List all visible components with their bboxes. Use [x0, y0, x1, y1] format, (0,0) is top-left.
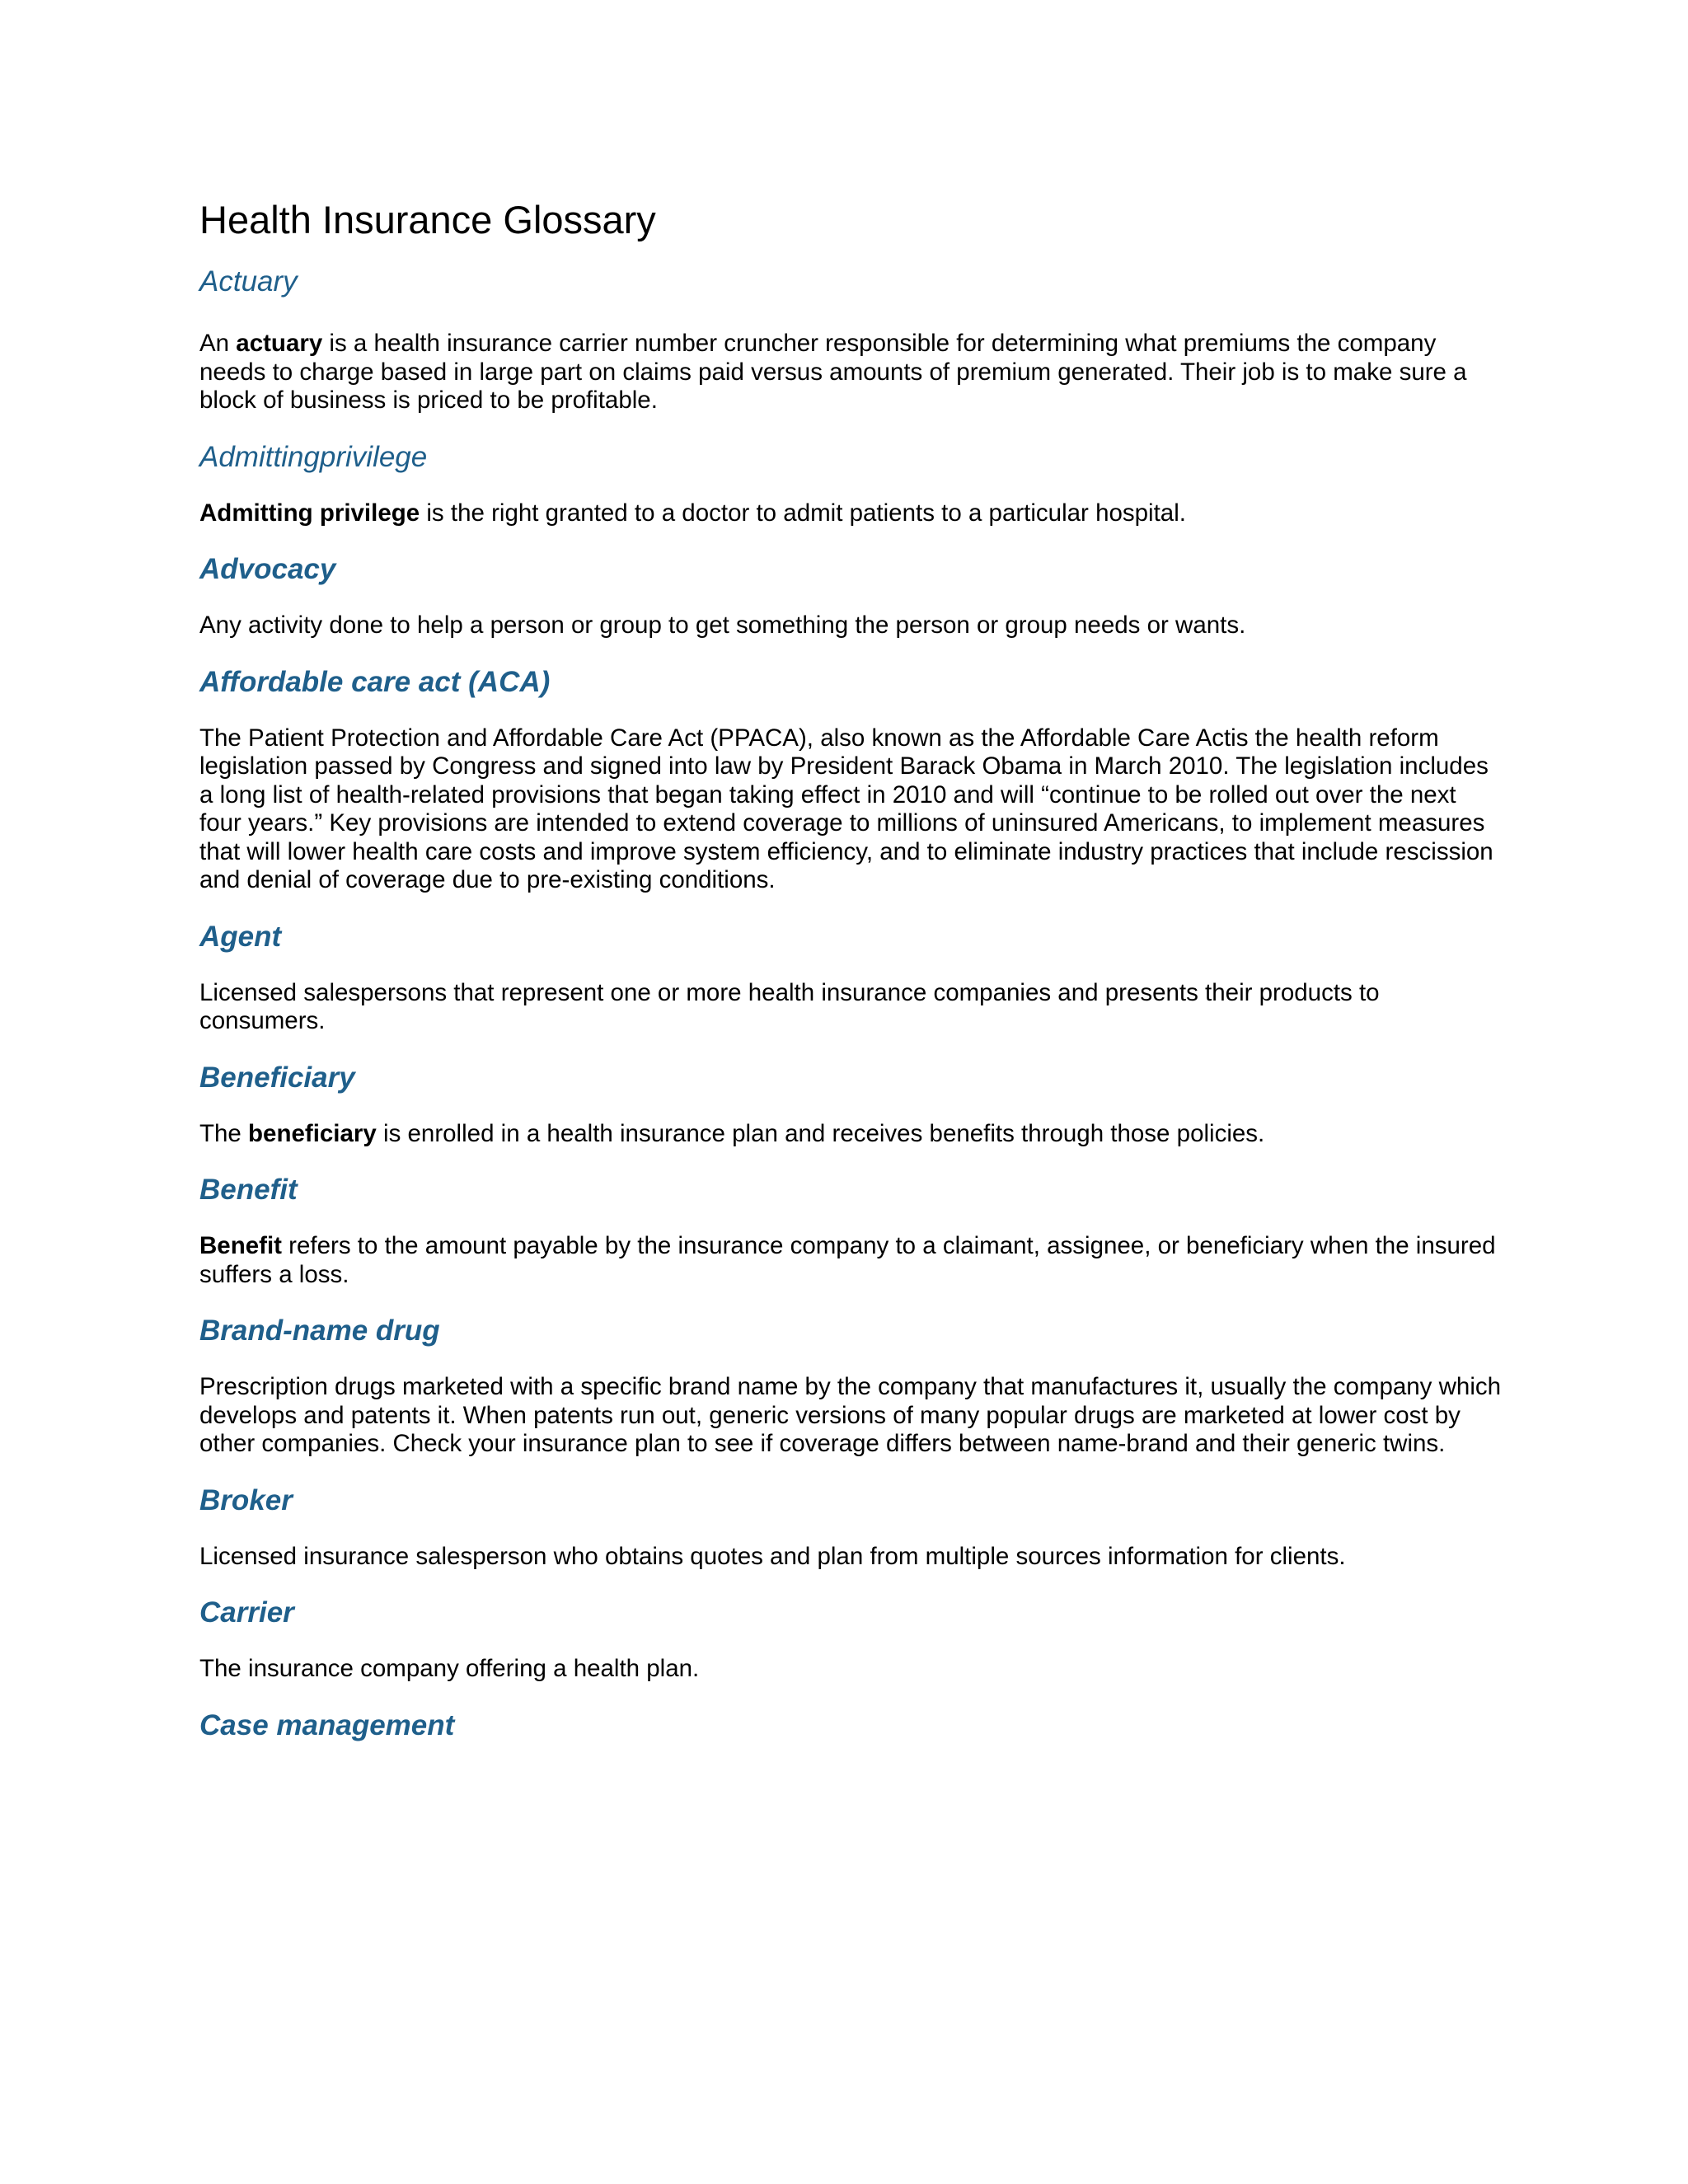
definition-bold-term: actuary [236, 330, 323, 357]
term-heading: Agent [199, 920, 282, 953]
glossary-entry-actuary [199, 259, 1502, 415]
definition-bold-term: Admitting privilege [199, 499, 420, 527]
definition-text: refers to the amount payable by the insurance company to a claimant, assignee, or beneficiary when the insured suffers a loss. [199, 1232, 1496, 1288]
definition-text: is the right granted to a doctor to admit patients to a particular hospital. [420, 499, 1186, 527]
glossary-entry-benefit [199, 1167, 1502, 1289]
term-heading: Advocacy [199, 553, 336, 585]
glossary-entry-case-management [199, 1703, 1502, 1749]
term-heading: Carrier [199, 1596, 294, 1629]
definition-text: is enrolled in a health insurance plan and receives benefits through those policies. [376, 1119, 1265, 1147]
term-definition [199, 1232, 1502, 1289]
glossary-entry-brand-name-drug [199, 1308, 1502, 1459]
document-title: Health Insurance Glossary [199, 198, 656, 241]
term-definition: Licensed insurance salesperson who obtains quotes and plan from multiple sources information for clients. [199, 1542, 1346, 1570]
glossary-entry-agent [199, 914, 1502, 1036]
term-heading: Beneficiary [199, 1061, 355, 1094]
term-heading: Actuary [199, 265, 298, 298]
glossary-entry-carrier [199, 1590, 1502, 1684]
definition-text: is a health insurance carrier number cruncher responsible for determining what premiums the company needs to charge based in large part on claims paid versus amounts of premium generated. Their job is to make sure a block of business is priced to be profitable. [199, 330, 1467, 414]
glossary-page [199, 191, 1502, 1749]
term-definition: Any activity done to help a person or group to get something the person or group needs or wants. [199, 612, 1246, 639]
term-heading: Broker [199, 1483, 293, 1516]
term-heading: Affordable care act (ACA) [199, 665, 551, 698]
term-heading: Case management [199, 1708, 455, 1741]
term-definition [199, 1120, 1502, 1149]
term-definition: The Patient Protection and Affordable Care Act (PPACA), also known as the Affordable Care Actis the health reform legislation passed by Congress and signed into law by President Barack Obama in March 2010. The legislation includes a long list of health-related provisions that began taking effect in 2010 and will “continue to be rolled out over the next four years.” Key provisions are intended to extend coverage to millions of uninsured Americans, to implement measures that will lower health care costs and improve system efficiency, and to eliminate industry practices that include rescission and denial of coverage due to pre-existing conditions. [199, 724, 1493, 893]
term-heading: Benefit [199, 1174, 298, 1206]
term-definition: Licensed salespersons that represent one or more health insurance companies and presents their products to consumers. [199, 978, 1380, 1034]
glossary-entry-beneficiary [199, 1055, 1502, 1149]
term-definition [199, 330, 1502, 415]
glossary-entry-advocacy [199, 546, 1502, 640]
term-definition: Prescription drugs marketed with a specific brand name by the company that manufactures it, usually the company which develops and patents it. When patents run out, generic versions of many popular drugs are marketed at lower cost by other companies. Check your insurance plan to see if coverage differs between name-brand and their generic twins. [199, 1373, 1502, 1457]
glossary-entry-broker [199, 1478, 1502, 1572]
definition-bold-term: Benefit [199, 1232, 282, 1259]
definition-text: The [199, 1119, 249, 1147]
glossary-entry-admitting-privilege [199, 434, 1502, 528]
term-definition [199, 499, 1502, 528]
definition-text: An [199, 330, 237, 357]
glossary-entry-affordable-care-act [199, 659, 1502, 895]
term-heading: Admittingprivilege [199, 440, 428, 473]
definition-bold-term: beneficiary [248, 1119, 377, 1147]
term-heading: Brand-name drug [199, 1315, 440, 1347]
term-definition: The insurance company offering a health plan. [199, 1655, 700, 1682]
